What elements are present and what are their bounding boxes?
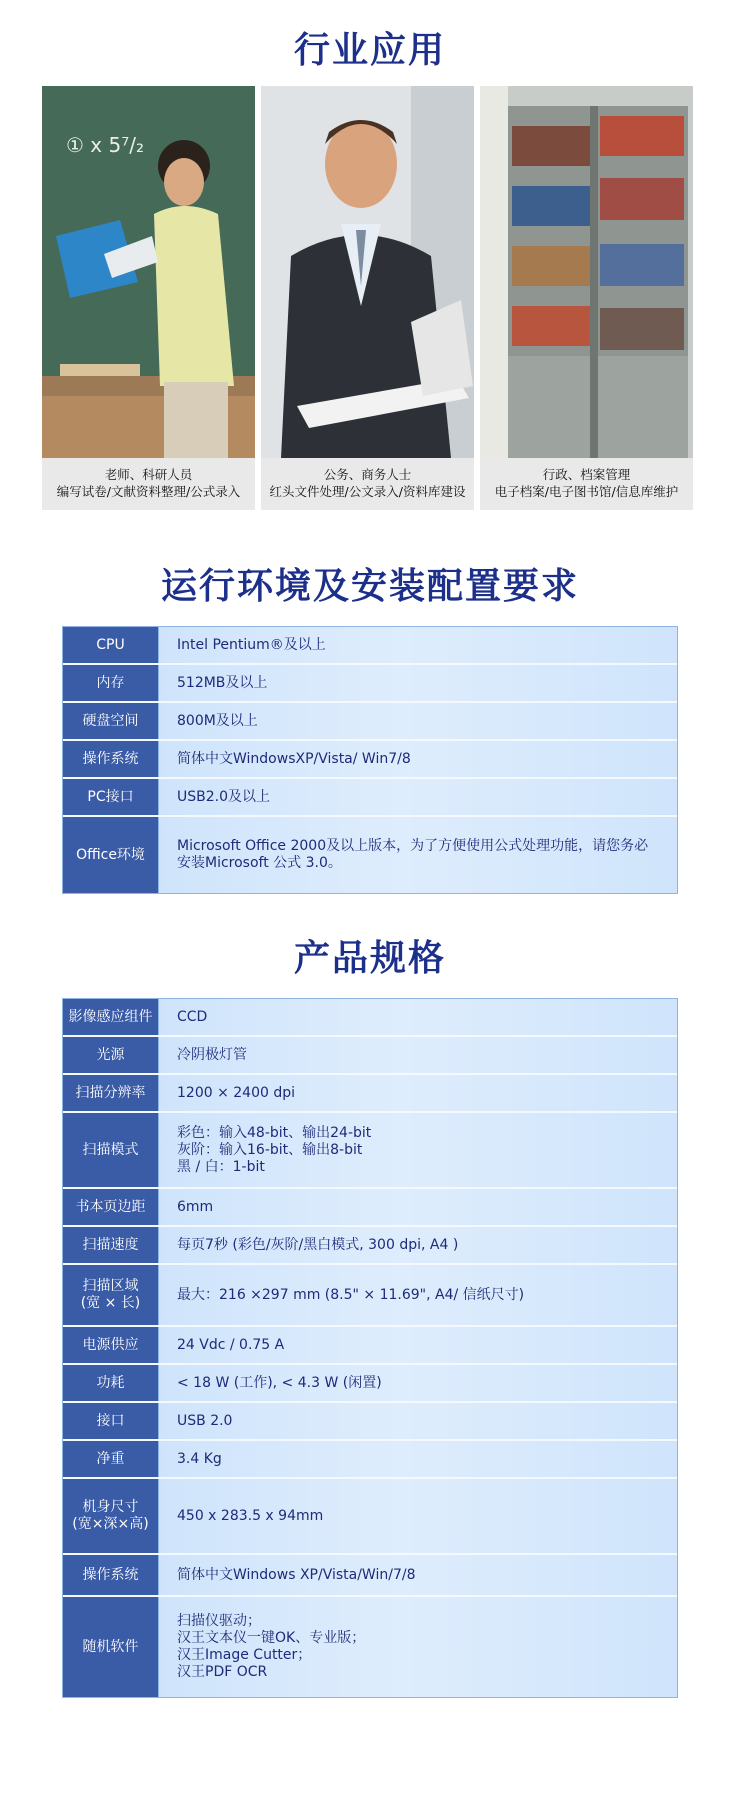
caption-line1: 老师、科研人员 xyxy=(104,467,193,482)
industry-card-teacher xyxy=(42,86,255,510)
value-line: 汉王文本仪一键OK、专业版； xyxy=(177,1630,366,1646)
key-line: (宽×深×高) xyxy=(72,1516,149,1532)
row-value: Intel Pentium®及以上 xyxy=(177,636,326,653)
value-line: 灰阶：输入16-bit、输出8-bit xyxy=(177,1141,363,1158)
row-key: 光源 xyxy=(63,1037,159,1073)
env-table xyxy=(62,626,678,894)
row-value: 1200 × 2400 dpi xyxy=(177,1084,296,1101)
row-key: 功耗 xyxy=(63,1365,159,1401)
table-row xyxy=(63,779,677,817)
table-row xyxy=(63,627,677,665)
table-row xyxy=(63,1555,677,1597)
table-row xyxy=(63,665,677,703)
row-value: USB 2.0 xyxy=(177,1412,233,1429)
row-key: 操作系统 xyxy=(63,1555,159,1595)
caption-line1: 行政、档案管理 xyxy=(542,467,631,482)
row-value: 512MB及以上 xyxy=(177,674,268,691)
industry-cards xyxy=(42,86,694,510)
row-key: Office环境 xyxy=(63,817,159,893)
row-key: 净重 xyxy=(63,1441,159,1477)
value-line: 黑 / 白：1-bit xyxy=(177,1158,265,1175)
row-value: 800M及以上 xyxy=(177,712,258,729)
table-row xyxy=(63,703,677,741)
row-value: 每页7秒 (彩色/灰阶/黑白模式, 300 dpi, A4 ) xyxy=(177,1236,459,1253)
row-value: USB2.0及以上 xyxy=(177,788,271,805)
row-value: 简体中文Windows XP/Vista/Win/7/8 xyxy=(177,1566,416,1583)
industry-caption-business xyxy=(261,458,474,510)
row-key: 接口 xyxy=(63,1403,159,1439)
table-row xyxy=(63,1365,677,1403)
industry-title: 行业应用 xyxy=(293,30,446,71)
row-key: 扫描速度 xyxy=(63,1227,159,1263)
table-row xyxy=(63,1113,677,1189)
table-row xyxy=(63,1265,677,1327)
spec-table xyxy=(62,998,678,1698)
row-value: 6mm xyxy=(177,1198,214,1215)
table-row xyxy=(63,1441,677,1479)
value-line: 扫描仪驱动； xyxy=(177,1613,261,1629)
industry-card-business xyxy=(261,86,474,510)
table-row xyxy=(63,1479,677,1555)
key-line: (宽 × 长) xyxy=(80,1295,141,1311)
industry-caption-archive xyxy=(480,458,693,510)
svg-text:① x 5⁷/₂: ① x 5⁷/₂ xyxy=(66,133,144,157)
row-key: 内存 xyxy=(63,665,159,701)
row-value: < 18 W (工作), < 4.3 W (闲置) xyxy=(177,1374,382,1391)
row-key: PC接口 xyxy=(63,779,159,815)
row-value xyxy=(159,1113,677,1187)
table-row xyxy=(63,1403,677,1441)
row-value: 24 Vdc / 0.75 A xyxy=(177,1336,285,1353)
caption-line1: 公务、商务人士 xyxy=(323,467,412,482)
library-photo xyxy=(480,86,693,458)
value-line: 彩色：输入48-bit、输出24-bit xyxy=(177,1124,372,1141)
industry-card-archive xyxy=(480,86,693,510)
table-row xyxy=(63,1597,677,1697)
caption-line2: 红头文件处理/公文录入/资料库建设 xyxy=(269,484,466,499)
row-value: 450 x 283.5 x 94mm xyxy=(177,1507,324,1524)
row-key: 扫描模式 xyxy=(63,1113,159,1187)
row-key: 随机软件 xyxy=(63,1597,159,1697)
row-key: 书本页边距 xyxy=(63,1189,159,1225)
teacher-photo xyxy=(42,86,255,458)
row-key xyxy=(63,1479,159,1553)
table-row xyxy=(63,817,677,893)
row-value: CCD xyxy=(177,1008,208,1025)
row-value: 3.4 Kg xyxy=(177,1450,222,1467)
row-value xyxy=(159,1597,677,1697)
row-value: 冷阴极灯管 xyxy=(177,1046,247,1063)
row-value: 简体中文WindowsXP/Vista/ Win7/8 xyxy=(177,750,411,767)
table-row xyxy=(63,999,677,1037)
row-value: 最大：216 ×297 mm (8.5" × 11.69", A4/ 信纸尺寸) xyxy=(177,1286,525,1303)
row-key: 影像感应组件 xyxy=(63,999,159,1035)
row-key: 硬盘空间 xyxy=(63,703,159,739)
businessman-photo xyxy=(261,86,474,458)
spec-title: 产品规格 xyxy=(293,938,446,979)
table-row xyxy=(63,1189,677,1227)
row-key xyxy=(63,1265,159,1325)
value-line: 汉王PDF OCR xyxy=(177,1664,268,1680)
table-row xyxy=(63,741,677,779)
row-key: CPU xyxy=(63,627,159,663)
caption-line2: 编写试卷/文献资料整理/公式录入 xyxy=(56,484,241,499)
key-line: 机身尺寸 xyxy=(82,1499,139,1515)
row-key: 扫描分辨率 xyxy=(63,1075,159,1111)
table-row xyxy=(63,1227,677,1265)
table-row xyxy=(63,1037,677,1075)
env-title: 运行环境及安装配置要求 xyxy=(160,566,579,607)
row-key: 操作系统 xyxy=(63,741,159,777)
table-row xyxy=(63,1075,677,1113)
table-row xyxy=(63,1327,677,1365)
industry-caption-teacher xyxy=(42,458,255,510)
value-line: 汉王Image Cutter； xyxy=(177,1647,312,1663)
row-value: Microsoft Office 2000及以上版本，为了方便使用公式处理功能，请您务必安装Microsoft 公式 3.0。 xyxy=(177,838,649,871)
caption-line2: 电子档案/电子图书馆/信息库维护 xyxy=(494,484,679,499)
key-line: 扫描区域 xyxy=(82,1278,139,1294)
row-key: 电源供应 xyxy=(63,1327,159,1363)
